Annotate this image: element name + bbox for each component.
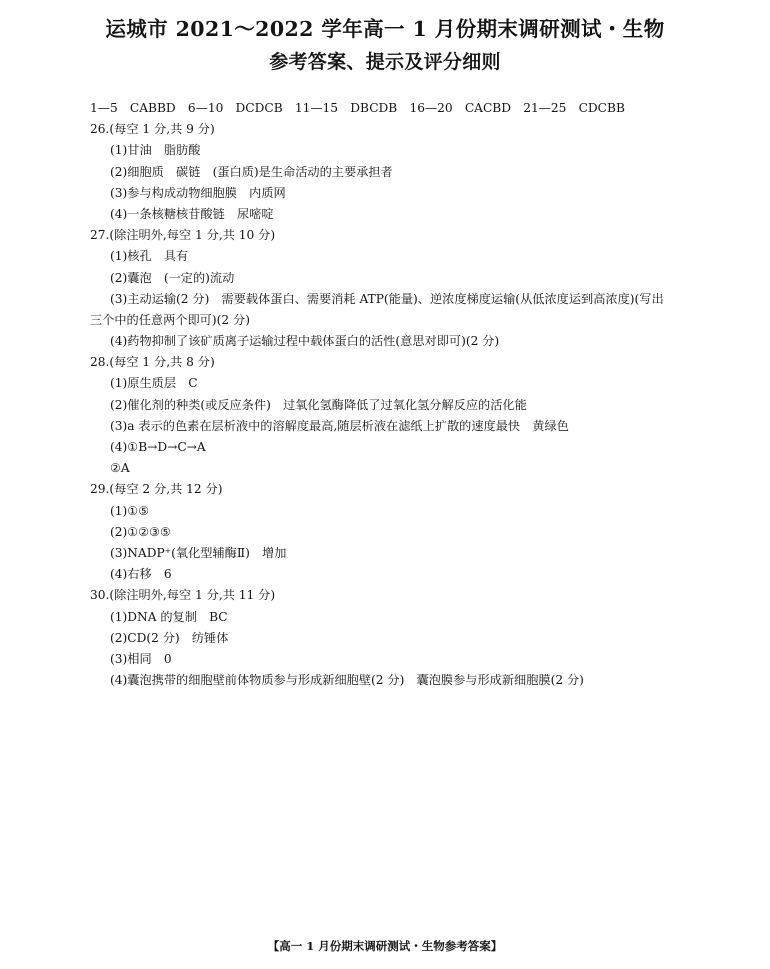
answer-line: (2)细胞质 碳链 (蛋白质)是生命活动的主要承担者 — [110, 164, 393, 179]
answer-line: (3)a 表示的色素在层析液中的溶解度最高,随层析液在滤纸上扩散的速度最快 黄绿色 — [110, 418, 569, 433]
answer-line: 三个中的任意两个即可)(2 分) — [90, 312, 250, 327]
answer-line: (4)一条核糖核苷酸链 尿嘧啶 — [110, 206, 274, 221]
answer-line: (4)右移 6 — [110, 567, 172, 582]
answer-line: (1)核孔 具有 — [110, 249, 189, 264]
answer-list — [90, 98, 740, 691]
page-footer: 【高一 1 月份期末调研测试・生物参考答案】 — [267, 939, 503, 953]
answer-line: (3)参与构成动物细胞膜 内质网 — [110, 185, 286, 200]
answer-line: (3)NADP⁺(氧化型辅酶Ⅱ) 增加 — [110, 545, 287, 560]
answer-line: 29.(每空 2 分,共 12 分) — [90, 482, 223, 497]
answer-line: (2)囊泡 (一定的)流动 — [110, 270, 235, 285]
answer-line: ②A — [110, 461, 130, 476]
answer-line: 27.(除注明外,每空 1 分,共 10 分) — [90, 228, 276, 243]
answer-line: (1)甘油 脂肪酸 — [110, 143, 201, 158]
answer-line: (2)①②③⑤ — [110, 524, 171, 539]
answer-line: (4)药物抑制了该矿质离子运输过程中载体蛋白的活性(意思对即可)(2 分) — [110, 334, 500, 349]
answer-line: (3)主动运输(2 分) 需要载体蛋白、需要消耗 ATP(能量)、逆浓度梯度运输(从低浓度运到高浓度)(写出 — [110, 291, 664, 306]
answer-line: (4)囊泡携带的细胞壁前体物质参与形成新细胞壁(2 分) 囊泡膜参与形成新细胞膜(2 分) — [110, 673, 584, 688]
answer-line: (2)催化剂的种类(或反应条件) 过氧化氢酶降低了过氧化氢分解反应的活化能 — [110, 397, 527, 412]
answer-line: (1)DNA 的复制 BC — [110, 609, 228, 624]
answer-line: (1)①⑤ — [110, 503, 150, 518]
document-subtitle: 参考答案、提示及评分细则 — [269, 51, 501, 73]
answer-line: (1)原生质层 C — [110, 376, 198, 391]
answer-line: (2)CD(2 分) 纺锤体 — [110, 630, 229, 645]
answer-line: 1—5 CABBD 6—10 DCDCB 11—15 DBCDB 16—20 CACBD 21—25 CDCBB — [90, 101, 625, 115]
answer-line: 26.(每空 1 分,共 9 分) — [90, 122, 215, 137]
answer-line: 28.(每空 1 分,共 8 分) — [90, 355, 215, 370]
document-title: 运城市 2021～2022 学年高一 1 月份期末调研测试・生物 — [105, 17, 665, 41]
answer-line: (4)①B→D→C→A — [110, 440, 206, 454]
answer-line: 30.(除注明外,每空 1 分,共 11 分) — [90, 588, 276, 603]
answer-line: (3)相同 0 — [110, 651, 172, 666]
